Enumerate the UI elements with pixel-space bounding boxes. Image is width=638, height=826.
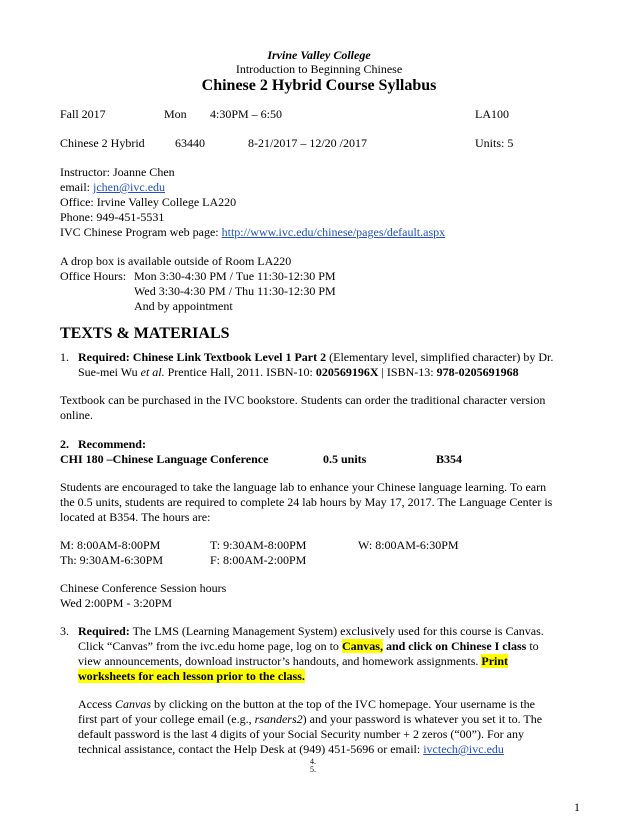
isbn13: 978-0205691968 xyxy=(436,365,519,379)
instructor-email-line xyxy=(60,180,165,194)
meeting-time: 4:30PM – 6:50 xyxy=(210,107,283,121)
instructor-phone: Phone: 949-451-5531 xyxy=(60,210,165,224)
item3-number: 3. xyxy=(60,624,69,638)
hours-monday: M: 8:00AM-8:00PM xyxy=(60,538,161,552)
lms-to: to xyxy=(526,639,539,653)
office-hours-line2: Wed 3:30-4:30 PM / Thu 11:30-12:30 PM xyxy=(134,284,336,298)
lms-line4 xyxy=(78,669,305,683)
course-dates: 8-21/2017 – 12/20 /2017 xyxy=(248,136,367,150)
item1-line1 xyxy=(78,350,553,364)
recommend-course: CHI 180 –Chinese Language Conference xyxy=(60,452,269,466)
access-line1 xyxy=(78,697,535,711)
hours-thursday: Th: 9:30AM-6:30PM xyxy=(60,553,164,567)
bookstore-line1: Textbook can be purchased in the IVC bookstore. Students can order the traditional character version xyxy=(60,393,546,407)
page-number: 1 xyxy=(574,800,580,814)
list-marker-4: 4. xyxy=(310,757,316,766)
canvas-italic: Canvas xyxy=(114,697,151,711)
item1-number: 1. xyxy=(60,350,69,364)
program-web-line xyxy=(60,225,445,239)
access-line3: default password is the last 4 digits of your Social Security number + 2 zeros (“00”). For any xyxy=(78,727,525,741)
hours-tuesday: T: 9:30AM-8:00PM xyxy=(210,538,307,552)
web-label: IVC Chinese Program web page: xyxy=(60,225,222,239)
item1-line2 xyxy=(78,365,519,379)
lms-view: view announcements, download instructor’s handouts, and homework assignments. xyxy=(78,654,482,668)
access-label: Access xyxy=(78,697,115,711)
author: Sue-mei Wu xyxy=(78,365,141,379)
worksheets-highlight: worksheets for each lesson prior to the class. xyxy=(78,669,305,683)
instructor-office: Office: Irvine Valley College LA220 xyxy=(60,195,237,209)
lms-required: Required: xyxy=(78,624,130,638)
term: Fall 2017 xyxy=(60,107,106,121)
lms-desc: The LMS (Learning Management System) exclusively used for this course is Canvas. xyxy=(129,624,544,638)
hours-wednesday: W: 8:00AM-6:30PM xyxy=(358,538,459,552)
program-web-link[interactable]: http://www.ivc.edu/chinese/pages/default.aspx xyxy=(221,225,446,239)
list-marker-5: 5. xyxy=(310,765,316,774)
print-highlight: Print xyxy=(481,654,509,668)
email-label: email: xyxy=(60,180,93,194)
password-desc: ) and your password is whatever you set it to. The xyxy=(302,712,543,726)
helpdesk-desc: technical assistance, contact the Help Desk at (949) 451-5696 or email: xyxy=(78,742,424,756)
recommend-units: 0.5 units xyxy=(323,452,367,466)
course-subtitle: Introduction to Beginning Chinese xyxy=(235,62,403,76)
isbn10: 020569196X xyxy=(315,365,379,379)
instructor-email-link[interactable]: jchen@ivc.edu xyxy=(93,180,166,194)
publisher: Prentice Hall, 2011. ISBN-10: xyxy=(164,365,316,379)
recommend-room: B354 xyxy=(436,452,463,466)
page-title: Chinese 2 Hybrid Course Syllabus xyxy=(201,77,437,94)
et-al: et al. xyxy=(140,365,165,379)
lms-line1 xyxy=(78,624,544,638)
required-textbook: Required: Chinese Link Textbook Level 1 Part 2 xyxy=(78,350,327,364)
course-units: Units: 5 xyxy=(475,136,514,150)
access-line4 xyxy=(78,742,504,756)
helpdesk-email-link[interactable]: ivctech@ivc.edu xyxy=(423,742,504,756)
meeting-room: LA100 xyxy=(475,107,509,121)
office-hours-line3: And by appointment xyxy=(134,299,233,313)
instructor-name: Instructor: Joanne Chen xyxy=(60,165,175,179)
hours-friday: F: 8:00AM-2:00PM xyxy=(210,553,307,567)
recommend-label: Recommend: xyxy=(78,437,146,451)
lms-line3 xyxy=(78,654,508,668)
course-code: 63440 xyxy=(175,136,205,150)
canvas-highlight: Canvas, xyxy=(341,639,383,653)
username-desc: first part of your college email (e.g., xyxy=(78,712,255,726)
session-time: Wed 2:00PM - 3:20PM xyxy=(60,596,173,610)
textbook-details: (Elementary level, simplified character) by Dr. xyxy=(326,350,554,364)
dropbox-note: A drop box is available outside of Room LA220 xyxy=(60,254,292,268)
recommend-paragraph-2: the 0.5 units, students are required to complete 24 lab hours by May 17, 2017. The Language Center is xyxy=(60,495,553,509)
access-line2 xyxy=(78,712,542,726)
recommend-paragraph-3: located at B354. The hours are: xyxy=(60,510,211,524)
item2-number: 2. xyxy=(60,437,69,451)
course-name: Chinese 2 Hybrid xyxy=(60,136,145,150)
access-desc: by clicking on the button at the top of the IVC homepage. Your username is the xyxy=(150,697,535,711)
recommend-paragraph-1: Students are encouraged to take the language lab to enhance your Chinese language learning. To earn xyxy=(60,480,547,494)
session-label: Chinese Conference Session hours xyxy=(60,581,227,595)
lms-line2 xyxy=(78,639,539,653)
example-username: rsanders2 xyxy=(254,712,303,726)
college-name: Irvine Valley College xyxy=(267,48,371,62)
office-hours-label: Office Hours: xyxy=(60,269,127,283)
bookstore-line2: online. xyxy=(60,408,93,422)
isbn13-label: | ISBN-13: xyxy=(378,365,437,379)
lms-instructions: Click “Canvas” from the ivc.edu home page, log on to xyxy=(78,639,342,653)
meeting-day: Mon xyxy=(164,107,187,121)
texts-heading: TEXTS & MATERIALS xyxy=(60,325,230,342)
chinese-class-instruction: and click on Chinese I class xyxy=(382,639,527,653)
office-hours-line1: Mon 3:30-4:30 PM / Tue 11:30-12:30 PM xyxy=(134,269,336,283)
